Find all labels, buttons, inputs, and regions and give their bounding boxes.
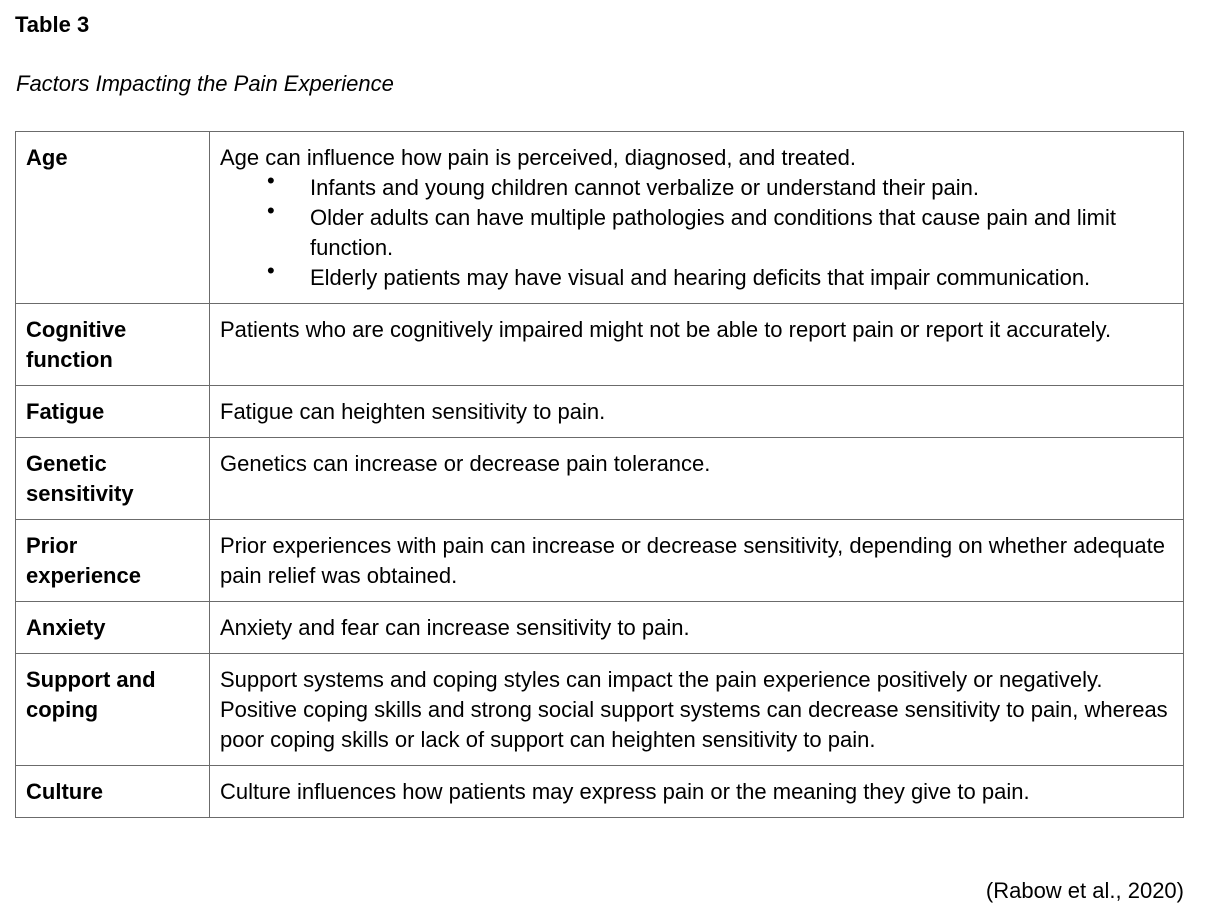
factor-cell xyxy=(16,520,210,602)
description-cell: Genetics can increase or decrease pain tolerance. xyxy=(210,438,1184,520)
description-cell: Anxiety and fear can increase sensitivity to pain. xyxy=(210,602,1184,654)
bullet-text: Older adults can have multiple pathologies and conditions that cause pain and limit function. xyxy=(310,205,1116,260)
bullet-icon: • xyxy=(267,168,275,193)
bullet-icon: • xyxy=(267,198,275,223)
citation: (Rabow et al., 2020) xyxy=(985,878,1184,903)
bullet-icon: • xyxy=(267,258,275,283)
description-cell: Support systems and coping styles can impact the pain experience positively or negatively. Positive coping skills and strong social support systems can decrease sensitivity to pain, whereas poor coping skills or lack of support can heighten sensitivity to pain. xyxy=(210,654,1184,766)
factor-cell xyxy=(16,654,210,766)
bullet-text: Infants and young children cannot verbalize or understand their pain. xyxy=(310,175,979,200)
table-label: Table 3 xyxy=(15,12,90,37)
factor-line: coping xyxy=(26,697,99,722)
factor-line: function xyxy=(26,347,113,372)
factor-cell: Fatigue xyxy=(16,386,210,438)
table-row-anxiety xyxy=(16,602,1184,654)
factor-line: Cognitive xyxy=(26,317,127,342)
table-row-culture xyxy=(16,766,1184,818)
list-item xyxy=(220,258,1173,293)
table-row-cognitive-function xyxy=(16,304,1184,386)
description-cell: Patients who are cognitively impaired might not be able to report pain or report it accurately. xyxy=(210,304,1184,386)
factor-line: Prior xyxy=(26,533,78,558)
factor-cell: Anxiety xyxy=(16,602,210,654)
table-row-age xyxy=(16,132,1184,304)
factor-line: sensitivity xyxy=(26,481,134,506)
description-cell: Fatigue can heighten sensitivity to pain. xyxy=(210,386,1184,438)
factor-line: Support and xyxy=(26,667,156,692)
age-bullet-list xyxy=(220,168,1173,293)
factor-cell xyxy=(16,438,210,520)
factor-cell: Culture xyxy=(16,766,210,818)
factor-line: experience xyxy=(26,563,141,588)
table-title: Factors Impacting the Pain Experience xyxy=(16,71,394,96)
age-intro: Age can influence how pain is perceived, diagnosed, and treated. xyxy=(220,145,856,170)
table-row-prior-experience xyxy=(16,520,1184,602)
description-cell: Culture influences how patients may express pain or the meaning they give to pain. xyxy=(210,766,1184,818)
table-row-fatigue xyxy=(16,386,1184,438)
description-cell xyxy=(210,132,1184,304)
factors-table xyxy=(15,131,1184,818)
list-item xyxy=(220,198,1173,263)
factor-line: Genetic xyxy=(26,451,107,476)
factor-cell xyxy=(16,304,210,386)
list-item xyxy=(220,168,1173,203)
table-row-support-and-coping xyxy=(16,654,1184,766)
description-cell: Prior experiences with pain can increase or decrease sensitivity, depending on whether adequate pain relief was obtained. xyxy=(210,520,1184,602)
bullet-text: Elderly patients may have visual and hearing deficits that impair communication. xyxy=(310,265,1091,290)
factor-cell: Age xyxy=(16,132,210,304)
table-row-genetic-sensitivity xyxy=(16,438,1184,520)
